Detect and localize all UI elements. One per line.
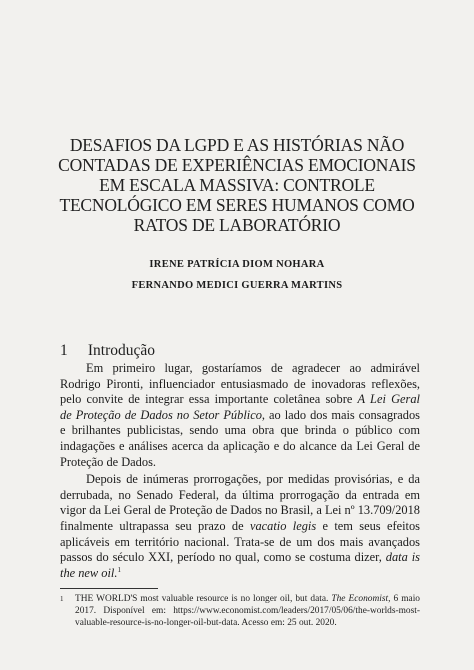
text-run: , ao lado dos mais consagrados [261,407,420,422]
text-run: e tem seus efeitos [316,518,420,533]
book-title-italic: de Proteção de Dados no Setor Público [60,407,262,422]
text-line: Depois de inúmeras prorrogações, por medidas provisórias, e da [86,472,420,487]
chapter-title-line: TECNOLÓGICO EM SERES HUMANOS COMO [59,195,415,215]
chapter-title-line: DESAFIOS DA LGPD E AS HISTÓRIAS NÃO [69,135,405,155]
text-line: Rodrigo Pironti, influenciador entusiasmado de inovadoras reflexões, [60,376,420,391]
text-run: finalmente ultrapassa seu prazo de [60,518,250,533]
chapter-title-line: EM ESCALA MASSIVA: CONTROLE [99,175,375,195]
chapter-title-line: CONTADAS DE EXPERIÊNCIAS EMOCIONAIS [58,155,416,175]
text-line: vigor da Lei Geral de Proteção de Dados no Brasil, a Lei nº 13.709/2018 [60,503,420,518]
text-line: e brilhantes publicistas, sendo uma obra que brinda o público com [60,423,420,438]
text-run: passos do século XXI, período no qual, como se costuma dizer, [60,550,386,565]
footnote-reference[interactable]: 1 [117,565,121,574]
text-line [60,550,420,566]
footnote-divider [60,588,158,589]
paragraph [60,361,420,470]
text-run: pelo convite de integrar essa importante coletânea sobre [60,392,358,407]
text-line: valuable-resource-is-no-longer-oil-but-data. Acesso em: 25 out. 2020. [75,617,337,628]
section-title: Introdução [87,342,156,359]
author-name: IRENE PATRÍCIA DIOM NOHARA [149,259,325,270]
footnote-text [60,594,420,629]
quote-italic: data is [385,550,420,565]
author-list [40,254,434,296]
paragraph [60,472,420,581]
footnote [60,594,420,629]
text-line [60,408,420,424]
chapter-title [40,135,434,235]
quote-italic: the new oil. [60,565,118,580]
book-title-italic: A Lei Geral [357,392,420,407]
section-number: 1 [60,342,68,359]
text-line [60,519,420,535]
text-run: , 6 maio [388,594,420,604]
text-line [60,566,420,582]
publication-italic: The Economist [331,594,389,604]
text-line: Proteção de Dados. [60,454,156,469]
text-line: Em primeiro lugar, gostaríamos de agradecer ao admirável [86,361,420,375]
body-text [60,361,420,581]
text-line: aplicáveis em território nacional. Trata-se de um dos mais avançados [60,534,420,549]
author-name: FERNANDO MEDICI GUERRA MARTINS [131,280,343,291]
chapter-title-line: RATOS DE LABORATÓRIO [133,215,341,235]
latin-term-italic: vacatio legis [249,518,317,533]
footnote-url-line: 2017. Disponível em: https://www.economist.com/leaders/2017/05/06/the-worlds-most- [75,605,420,616]
section-heading [60,342,155,360]
text-line: indagações e análises acerca da aplicação e do alcance da Lei Geral de [60,438,420,453]
text-line [60,392,420,408]
text-run: THE WORLD'S most valuable resource is no longer oil, but data. [75,594,332,604]
text-line: derrubada, no Senado Federal, da última prorrogação da entrada em [60,487,420,502]
text-line [75,594,420,606]
footnote-number: 1 [60,595,64,603]
